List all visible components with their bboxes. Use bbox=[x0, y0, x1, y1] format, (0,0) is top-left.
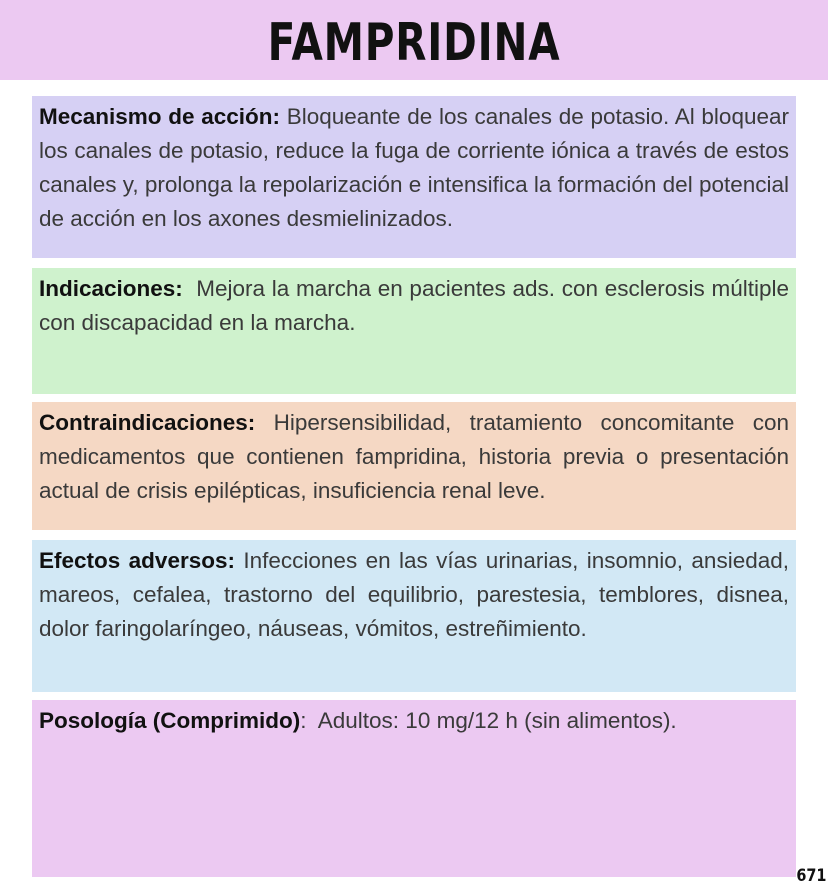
section-paragraph bbox=[39, 100, 789, 236]
section-mecanismo bbox=[32, 96, 796, 258]
page-title: FAMPRIDINA bbox=[267, 13, 561, 73]
section-paragraph bbox=[39, 272, 796, 340]
section-posologia bbox=[32, 700, 796, 877]
section-text: : Adultos: 10 mg/12 h (sin alimentos). bbox=[300, 708, 677, 733]
page-number: 671 bbox=[795, 866, 826, 886]
section-contraindicaciones bbox=[32, 402, 796, 530]
section-text: Bloqueante de los canales de potasio. Al bloquear los canales de potasio, reduce la fuga de corriente iónica a través de estos canales y, prolonga la repolarización e intensifica la formación del potencial de acción en los axones desmielinizados. bbox=[39, 104, 790, 231]
section-label: Efectos adversos: bbox=[39, 548, 235, 573]
section-label: Mecanismo de acción: bbox=[39, 104, 280, 129]
section-paragraph bbox=[39, 544, 789, 646]
section-text: Infecciones en las vías urinarias, insomnio, ansiedad, mareos, cefalea, trastorno del equilibrio, parestesia, temblores, disnea, dolor faringolaríngeo, náuseas, vómitos, estreñimiento. bbox=[39, 548, 789, 641]
section-text: Hipersensibilidad, tratamiento concomitante con medicamentos que contienen fampridina, historia previa o presentación actual de crisis epilépticas, insuficiencia renal leve. bbox=[39, 410, 789, 503]
section-label: Indicaciones: bbox=[39, 276, 183, 301]
section-indicaciones bbox=[32, 268, 796, 394]
title-banner bbox=[0, 0, 828, 80]
section-paragraph bbox=[39, 406, 789, 508]
section-label: Contraindicaciones: bbox=[39, 410, 256, 435]
section-paragraph bbox=[39, 704, 789, 738]
section-efectos-adversos bbox=[32, 540, 796, 692]
section-label: Posología (Comprimido) bbox=[39, 708, 301, 733]
section-text: Mejora la marcha en pacientes ads. con esclerosis múltiple con discapacidad en la marcha. bbox=[39, 276, 796, 335]
